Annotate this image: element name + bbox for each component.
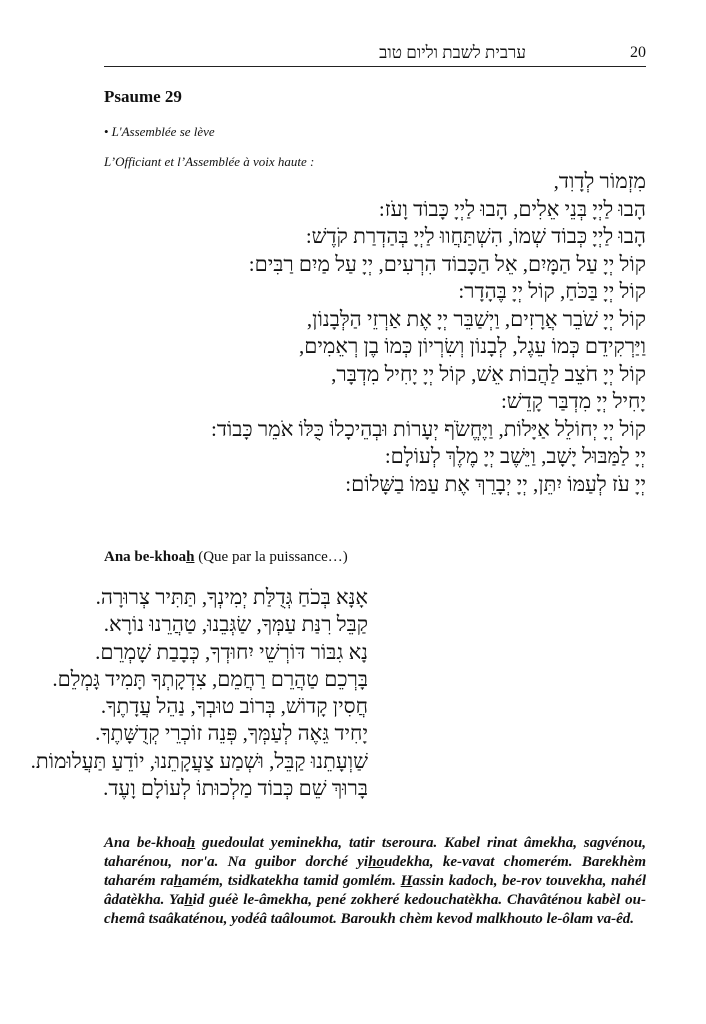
psalm-line: יָחִיל יְיָ מִדְבַּר קָדֵשׁ:	[500, 389, 646, 413]
psalm-line: יְיָ עֹז לְעַמּוֹ יִתֵּן, יְיָ יְבָרֵךְ אֶת עַמּוֹ בַשָּׁלוֹם:	[345, 471, 646, 496]
header-title: ערבית לשבת וליום טוב	[379, 43, 526, 62]
ana-line: שַׁוְעָתֵנוּ קַבֵּל, וּשְׁמַע צַעֲקָתֵנוּ, יוֹדֵעַ תַּעֲלוּמוֹת.	[30, 748, 368, 773]
translit-part: udekha, ke-vavat chomerém. Barekhèm taharém ra	[104, 853, 646, 889]
translit-part: Ana be-khoa	[104, 835, 187, 851]
translit-underlined: h	[173, 872, 183, 889]
psalm-line: הָבוּ לַיְיָ בְּנֵי אֵלִים, הָבוּ לַיְיָ כָּבוֹד וָעֹז:	[378, 196, 646, 221]
ana-line: בָּרוּךְ שֵׁם כְּבוֹד מַלְכוּתוֹ לְעוֹלָם וָעֶד.	[103, 776, 368, 801]
translit-underlined: h	[186, 835, 196, 851]
ana-line: חֲסִין קָדוֹשׁ, בְּרוֹב טוּבְךָ, נַהֵל עֲדָתֶךָ.	[100, 694, 368, 719]
psalm-line: הָבוּ לַיְיָ כְּבוֹד שְׁמוֹ, הִשְׁתַּחֲווּ לַיְיָ בְּהַדְרַת קֹדֶשׁ:	[305, 224, 646, 248]
translit-part: id guéè le-âmekha, pené zokheré kedouchatèkha. Chavâténou kabèl ou-chemâ tsaâkaténou, yodéâ taâloumot. Baroukh chèm kevod malkhouto le-ôlam va-êd.	[104, 891, 646, 927]
psalm-line: מִזְמוֹר לְדָוִד,	[553, 169, 646, 193]
psalm-line: קוֹל יְיָ חֹצֵב לַהֲבוֹת אֵשׁ, קוֹל יְיָ יָחִיל מִדְבָּר,	[331, 361, 646, 386]
psalm-line: וַיַּרְקִידֵם כְּמוֹ עֵגֶל, לְבָנוֹן וְשִׂרְיוֹן כְּמוֹ בֶן רְאֵמִים,	[299, 334, 646, 358]
ana-transliteration	[104, 834, 646, 929]
ana-line: אָנָּא בְּכֹחַ גְּדֻלַּת יְמִינְךָ, תַּתִּיר צְרוּרָה.	[95, 585, 368, 609]
psalm-line: קוֹל יְיָ יְחוֹלֵל אַיָּלוֹת, וַיֶּחֱשֹׂף יְעָרוֹת וּבְהֵיכָלוֹ כֻּלּוֹ אֹמֵר כָּבוֹד:	[210, 416, 646, 441]
instruction-stand	[104, 124, 215, 140]
translit-underlined: H	[400, 872, 413, 889]
translit-part: assin kadoch, be-rov touvekha, nahél âdatèkha. Ya	[104, 872, 646, 908]
ana-line: יָחִיד גֵּאֶה לְעַמְּךָ, פְּנֵה זוֹכְרֵי קְדֻשָּׁתֶךָ.	[95, 721, 368, 746]
ana-heading-bold	[104, 549, 194, 565]
psalm-line: קוֹל יְיָ שֹׁבֵר אֲרָזִים, וַיְשַׁבֵּר יְיָ אֶת אַרְזֵי הַלְּבָנוֹן,	[306, 306, 646, 331]
bullet-icon: •	[104, 124, 109, 139]
page-number: 20	[630, 44, 646, 61]
psalm-line: קוֹל יְיָ בַּכֹּחַ, קוֹל יְיָ בֶּהָדָר:	[458, 279, 646, 303]
translit-part: guedoulat yeminekha, tatir tseroura. Kabel rinat âmekha, sagvénou, taharénou, nor'a. Na guibor dorché yi	[104, 835, 647, 870]
ana-heading-subtitle: (Que par la puissance…)	[194, 549, 348, 565]
ana-heading-part: Ana be-khoa	[104, 549, 187, 565]
header-rule	[104, 66, 646, 67]
page-header	[104, 41, 646, 67]
translit-part: amém, tsidkatekha tamid gomlém.	[182, 872, 401, 889]
psalm-line: קוֹל יְיָ עַל הַמָּיִם, אֵל הַכָּבוֹד הִרְעִים, יְיָ עַל מַיִם רַבִּים:	[248, 251, 646, 276]
ana-hebrew-text	[0, 584, 368, 802]
ana-line: קַבֵּל רִנַּת עַמְּךָ, שַׂגְּבֵנוּ, טַהֲרֵנוּ נוֹרָא.	[103, 612, 368, 637]
translit-underlined: h	[184, 891, 193, 908]
psalm-hebrew-text	[86, 168, 646, 498]
ana-heading	[104, 549, 348, 566]
psalm-line: יְיָ לַמַּבּוּל יָשָׁב, וַיֵּשֶׁב יְיָ מֶלֶךְ לְעוֹלָם:	[384, 444, 646, 468]
ana-line: נָא גִבּוֹר דּוֹרְשֵׁי יִחוּדְךָ, כְּבָבַת שָׁמְרֵם.	[95, 639, 368, 664]
ana-heading-underlined: h	[186, 549, 195, 565]
instruction-voice: L’Officiant et l’Assemblée à voix haute :	[104, 154, 315, 169]
psalm-title: Psaume 29	[104, 87, 182, 106]
ana-line: בָּרְכֵם טַהֲרֵם רַחֲמֵם, צִדְקָתְךָ תָּמִיד גָּמְלֵם.	[52, 666, 368, 691]
translit-underlined: ho	[368, 853, 384, 870]
instruction-stand-text: L'Assemblée se lève	[111, 124, 215, 139]
